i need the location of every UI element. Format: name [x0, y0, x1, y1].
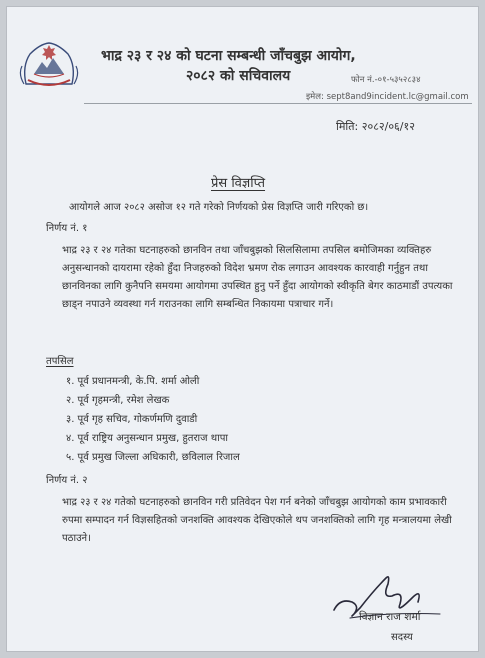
- tapsil-heading: तपसिल: [46, 356, 74, 367]
- email-label: इमेल:: [306, 92, 324, 102]
- decision2-heading: निर्णय नं. २: [46, 475, 88, 486]
- list-item: ३. पूर्व गृह सचिव, गोकर्णमणि दुवाडी: [66, 414, 198, 425]
- intro-line: आयोगले आज २०८२ असोज १२ गते गरेको निर्णयको प्रेस विज्ञप्ति जारी गरिएको छ।: [69, 202, 369, 213]
- decision1-text: भाद्र २३ र २४ गतेका घटनाहरुको छानविन तथा जाँचबुझको सिलसिलामा तपसिल बमोजिमका व्यक्तिहरु अनुसन्धानको दायरामा रहेको हुँदा निजहरुको विदेश भ्रमण रोक लगाउन आवश्यक कारवाही गर्नुहुन तथा छानविनका लागि कुनैपनि समयमा आयोगमा उपस्थित हुनु पर्ने हुँदा आयोगको स्वीकृति बेगर काठमाडौं उपत्यका छाड्न नपाउने व्यवस्था गर्न गराउनका लागि सम्बन्धित निकायमा पत्राचार गर्ने।: [62, 245, 453, 310]
- document-title: प्रेस विज्ञप्ति: [211, 176, 266, 191]
- nepal-emblem-icon: [18, 40, 80, 92]
- tapsil-list: [66, 372, 240, 467]
- email-address: sept8and9incident.lc@gmail.com: [326, 92, 469, 102]
- decision2-text: भाद्र २३ र २४ गतेको घटनाहरुको छानविन गरी प्रतिवेदन पेश गर्न बनेको जाँचबुझ आयोगको काम प्रभावकारी रुपमा सम्पादन गर्न विज्ञसहितको जनशक्ति आवश्यक देखिएकोले थप जनशक्तिको लागि गृह मन्त्रालयमा लेखी पठाउने।: [62, 497, 452, 544]
- list-item: २. पूर्व गृहमन्त्री, रमेश लेखक: [66, 395, 170, 406]
- decision1-heading: निर्णय नं. १: [46, 223, 88, 234]
- letterhead-line1: भाद्र २३ र २४ को घटना सम्बन्धी जाँचबुझ आयोग,: [101, 48, 356, 64]
- phone-number: फोन नं.-०१-५३५२८३४: [351, 75, 421, 85]
- letterhead-line2: २०८२ को सचिवालय: [186, 68, 291, 84]
- document-page: [6, 6, 479, 652]
- list-item: १. पूर्व प्रधानमन्त्री, के.पि. शर्मा ओली: [66, 376, 200, 387]
- signatory-title: सदस्य: [391, 632, 413, 643]
- list-item: ४. पूर्व राष्ट्रिय अनुसन्धान प्रमुख, हुतराज थापा: [66, 433, 228, 444]
- list-item: ५. पूर्व प्रमुख जिल्ला अधिकारी, छविलाल रिजाल: [66, 452, 240, 463]
- letterhead-divider: [84, 103, 472, 104]
- email-line: [306, 91, 469, 102]
- signatory-name: विज्ञान राज शर्मा: [359, 611, 421, 623]
- document-date: मिति: २०८२/०६/१२: [336, 120, 415, 133]
